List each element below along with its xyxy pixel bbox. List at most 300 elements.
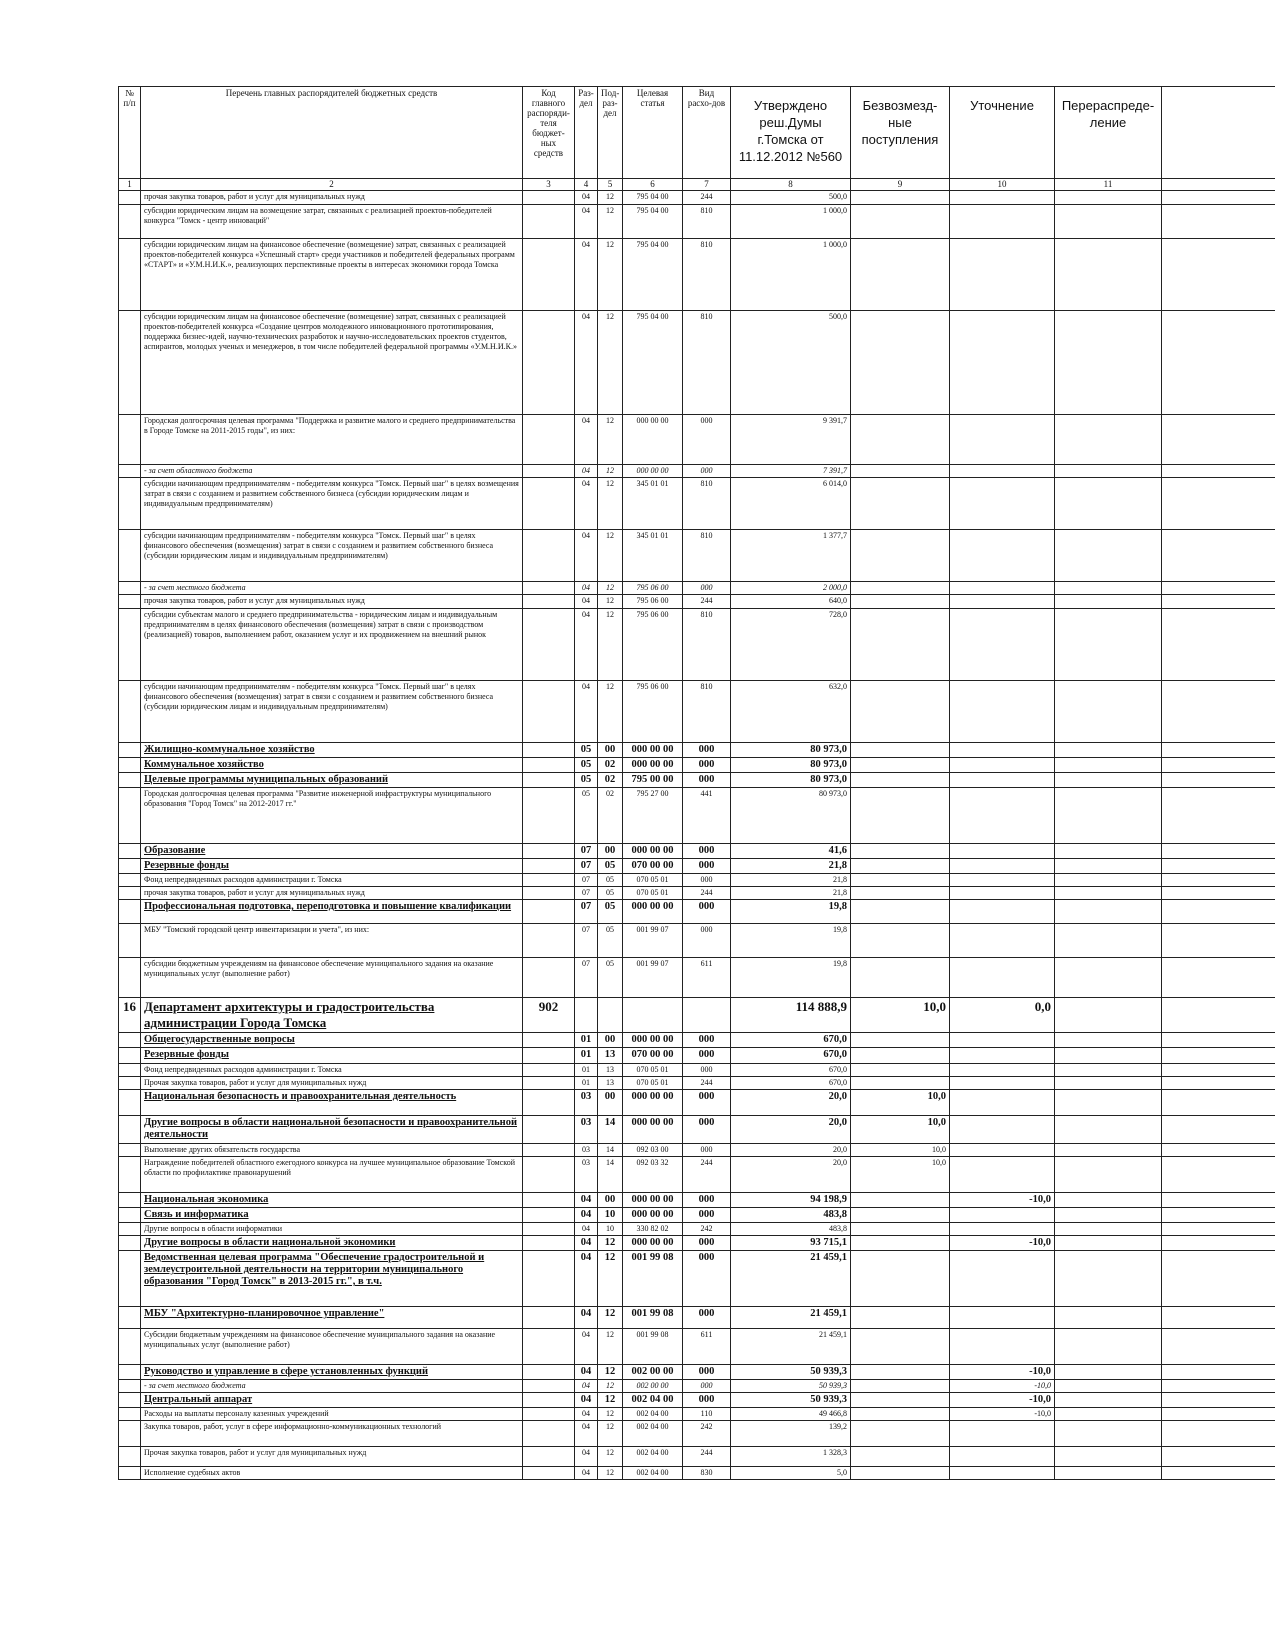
row-cs: 000 00 00 <box>623 1208 683 1223</box>
row-extra <box>1162 773 1275 788</box>
table-row <box>119 924 1275 958</box>
row-pereraspr <box>1055 205 1162 239</box>
row-extra <box>1162 595 1275 609</box>
row-number <box>119 1033 141 1048</box>
row-pereraspr <box>1055 530 1162 582</box>
row-pereraspr <box>1055 924 1162 958</box>
row-cs <box>623 998 683 1033</box>
row-bezv <box>851 1421 950 1447</box>
row-extra <box>1162 958 1275 998</box>
row-utoch <box>950 1223 1055 1236</box>
row-bezv <box>851 1208 950 1223</box>
row-number <box>119 924 141 958</box>
row-bezv <box>851 758 950 773</box>
row-pereraspr <box>1055 1447 1162 1467</box>
row-extra <box>1162 1116 1275 1144</box>
row-utoch <box>950 844 1055 859</box>
row-cs: 795 04 00 <box>623 311 683 415</box>
row-approved-sum: 483,8 <box>731 1223 851 1236</box>
row-cs: 001 99 07 <box>623 958 683 998</box>
row-extra <box>1162 1251 1275 1307</box>
col-number-extra <box>1162 179 1275 191</box>
row-podrazdel <box>598 998 623 1033</box>
row-podrazdel: 12 <box>598 595 623 609</box>
row-extra <box>1162 844 1275 859</box>
row-name: прочая закупка товаров, работ и услуг для муниципальных нужд <box>141 191 523 205</box>
row-razdel: 07 <box>575 844 598 859</box>
row-vr: 244 <box>683 1447 731 1467</box>
row-extra <box>1162 1393 1275 1408</box>
row-name: Субсидии бюджетным учреждениям на финансовое обеспечение муниципального задания на оказание муниципальных услуг (выполнение работ) <box>141 1329 523 1365</box>
table-row <box>119 1144 1275 1157</box>
row-bezv <box>851 681 950 743</box>
row-approved-sum: 94 198,9 <box>731 1193 851 1208</box>
table-row <box>119 1193 1275 1208</box>
row-razdel: 04 <box>575 191 598 205</box>
row-pereraspr <box>1055 595 1162 609</box>
row-pereraspr <box>1055 743 1162 758</box>
row-cs: 070 00 00 <box>623 859 683 874</box>
row-approved-sum: 80 973,0 <box>731 773 851 788</box>
row-razdel: 03 <box>575 1116 598 1144</box>
row-vr: 441 <box>683 788 731 844</box>
row-pereraspr <box>1055 465 1162 478</box>
header-bezv: Безвозмезд-ные поступления <box>851 87 950 179</box>
table-row <box>119 1064 1275 1077</box>
row-number <box>119 1380 141 1393</box>
row-name: Расходы на выплаты персоналу казенных учреждений <box>141 1408 523 1421</box>
col-number: 8 <box>731 179 851 191</box>
row-code <box>523 465 575 478</box>
row-approved-sum: 5,0 <box>731 1467 851 1480</box>
row-bezv <box>851 1251 950 1307</box>
row-pereraspr <box>1055 1064 1162 1077</box>
row-razdel: 04 <box>575 1251 598 1307</box>
row-number <box>119 1208 141 1223</box>
row-utoch: -10,0 <box>950 1193 1055 1208</box>
row-extra <box>1162 1447 1275 1467</box>
row-cs: 330 82 02 <box>623 1223 683 1236</box>
row-code <box>523 958 575 998</box>
row-approved-sum: 670,0 <box>731 1064 851 1077</box>
row-pereraspr <box>1055 859 1162 874</box>
row-razdel: 01 <box>575 1048 598 1064</box>
row-name: Профессиональная подготовка, переподготовка и повышение квалификации <box>141 900 523 924</box>
row-bezv <box>851 311 950 415</box>
row-code <box>523 1116 575 1144</box>
row-extra <box>1162 582 1275 595</box>
row-bezv <box>851 1365 950 1380</box>
row-name: - за счет местного бюджета <box>141 582 523 595</box>
row-podrazdel: 12 <box>598 415 623 465</box>
row-podrazdel: 13 <box>598 1064 623 1077</box>
row-pereraspr <box>1055 1208 1162 1223</box>
row-approved-sum: 9 391,7 <box>731 415 851 465</box>
row-utoch <box>950 1157 1055 1193</box>
row-code <box>523 1393 575 1408</box>
col-number: 2 <box>141 179 523 191</box>
row-razdel: 05 <box>575 773 598 788</box>
row-number <box>119 1393 141 1408</box>
row-vr: 000 <box>683 874 731 887</box>
row-razdel: 07 <box>575 900 598 924</box>
row-number <box>119 887 141 900</box>
row-pereraspr <box>1055 478 1162 530</box>
row-extra <box>1162 1236 1275 1251</box>
row-pereraspr <box>1055 900 1162 924</box>
row-code <box>523 1408 575 1421</box>
row-cs: 001 99 08 <box>623 1329 683 1365</box>
row-code <box>523 1090 575 1116</box>
row-vr: 000 <box>683 1380 731 1393</box>
row-name: Прочая закупка товаров, работ и услуг для муниципальных нужд <box>141 1077 523 1090</box>
row-name: субсидии начинающим предпринимателям - победителям конкурса "Томск. Первый шаг" в целях финансового обеспечения (возмещения) затрат в связи с созданием и развитием собственного бизнеса (субсидии юридическим лицам и индивидуальным предпринимателям) <box>141 681 523 743</box>
row-bezv <box>851 609 950 681</box>
row-vr: 000 <box>683 1365 731 1380</box>
row-utoch <box>950 1251 1055 1307</box>
row-podrazdel: 12 <box>598 582 623 595</box>
row-approved-sum: 50 939,3 <box>731 1393 851 1408</box>
row-utoch <box>950 788 1055 844</box>
row-code <box>523 887 575 900</box>
row-vr: 244 <box>683 595 731 609</box>
table-row <box>119 1090 1275 1116</box>
row-bezv: 10,0 <box>851 1116 950 1144</box>
row-pereraspr <box>1055 1408 1162 1421</box>
row-number <box>119 788 141 844</box>
row-bezv <box>851 415 950 465</box>
row-name: Закупка товаров, работ, услуг в сфере информационно-коммуникационных технологий <box>141 1421 523 1447</box>
row-extra <box>1162 859 1275 874</box>
row-extra <box>1162 1208 1275 1223</box>
col-number: 4 <box>575 179 598 191</box>
row-name: Центральный аппарат <box>141 1393 523 1408</box>
row-bezv <box>851 859 950 874</box>
row-extra <box>1162 530 1275 582</box>
row-extra <box>1162 1421 1275 1447</box>
row-bezv <box>851 465 950 478</box>
row-number <box>119 900 141 924</box>
row-vr: 000 <box>683 1251 731 1307</box>
row-razdel: 04 <box>575 478 598 530</box>
table-row <box>119 205 1275 239</box>
row-utoch <box>950 1467 1055 1480</box>
row-extra <box>1162 998 1275 1033</box>
row-razdel: 04 <box>575 1365 598 1380</box>
row-utoch: -10,0 <box>950 1380 1055 1393</box>
row-cs: 070 00 00 <box>623 1048 683 1064</box>
header-n: № п/п <box>119 87 141 179</box>
row-vr: 244 <box>683 1157 731 1193</box>
row-name: Целевые программы муниципальных образований <box>141 773 523 788</box>
row-utoch <box>950 478 1055 530</box>
row-code <box>523 595 575 609</box>
row-vr: 000 <box>683 743 731 758</box>
row-utoch <box>950 887 1055 900</box>
row-code <box>523 859 575 874</box>
row-extra <box>1162 205 1275 239</box>
row-pereraspr <box>1055 1467 1162 1480</box>
row-number <box>119 582 141 595</box>
row-utoch <box>950 609 1055 681</box>
table-row <box>119 874 1275 887</box>
table-row <box>119 1033 1275 1048</box>
row-vr: 000 <box>683 773 731 788</box>
row-approved-sum: 670,0 <box>731 1077 851 1090</box>
row-code <box>523 924 575 958</box>
row-name: Национальная безопасность и правоохранительная деятельность <box>141 1090 523 1116</box>
row-code <box>523 1208 575 1223</box>
row-vr: 810 <box>683 681 731 743</box>
row-utoch <box>950 1090 1055 1116</box>
row-extra <box>1162 900 1275 924</box>
row-razdel: 05 <box>575 758 598 773</box>
row-cs: 001 99 08 <box>623 1307 683 1329</box>
row-razdel: 07 <box>575 874 598 887</box>
row-utoch <box>950 1329 1055 1365</box>
row-pereraspr <box>1055 1144 1162 1157</box>
row-vr: 110 <box>683 1408 731 1421</box>
row-name: Прочая закупка товаров, работ и услуг для муниципальных нужд <box>141 1447 523 1467</box>
row-pereraspr <box>1055 1421 1162 1447</box>
row-name: Награждение победителей областного ежегодного конкурса на лучшее муниципальное образование Томской области по профилактике правонарушений <box>141 1157 523 1193</box>
row-cs: 002 04 00 <box>623 1447 683 1467</box>
row-podrazdel: 00 <box>598 1090 623 1116</box>
row-number: 16 <box>119 998 141 1033</box>
row-extra <box>1162 1064 1275 1077</box>
row-number <box>119 859 141 874</box>
row-bezv <box>851 924 950 958</box>
row-code <box>523 874 575 887</box>
row-approved-sum: 21 459,1 <box>731 1307 851 1329</box>
row-code <box>523 1447 575 1467</box>
row-vr: 244 <box>683 887 731 900</box>
row-number <box>119 958 141 998</box>
row-approved-sum: 50 939,3 <box>731 1380 851 1393</box>
row-number <box>119 530 141 582</box>
row-cs: 000 00 00 <box>623 1033 683 1048</box>
row-cs: 795 00 00 <box>623 773 683 788</box>
table-row <box>119 788 1275 844</box>
row-code <box>523 1380 575 1393</box>
header-podrazdel: Под-раз-дел <box>598 87 623 179</box>
row-podrazdel: 12 <box>598 530 623 582</box>
row-utoch <box>950 900 1055 924</box>
row-bezv <box>851 582 950 595</box>
table-row <box>119 1447 1275 1467</box>
row-approved-sum: 80 973,0 <box>731 743 851 758</box>
row-number <box>119 595 141 609</box>
row-extra <box>1162 465 1275 478</box>
row-name: прочая закупка товаров, работ и услуг для муниципальных нужд <box>141 595 523 609</box>
row-cs: 345 01 01 <box>623 530 683 582</box>
row-utoch <box>950 1048 1055 1064</box>
row-approved-sum: 1 000,0 <box>731 239 851 311</box>
table-row <box>119 743 1275 758</box>
row-vr: 000 <box>683 1033 731 1048</box>
row-approved-sum: 21,8 <box>731 874 851 887</box>
row-podrazdel: 12 <box>598 1251 623 1307</box>
row-code <box>523 1467 575 1480</box>
row-pereraspr <box>1055 1157 1162 1193</box>
row-razdel <box>575 998 598 1033</box>
row-utoch <box>950 415 1055 465</box>
row-cs: 002 04 00 <box>623 1393 683 1408</box>
row-bezv <box>851 239 950 311</box>
row-pereraspr <box>1055 1393 1162 1408</box>
row-extra <box>1162 1329 1275 1365</box>
row-podrazdel: 05 <box>598 859 623 874</box>
row-bezv <box>851 595 950 609</box>
row-approved-sum: 6 014,0 <box>731 478 851 530</box>
row-vr: 242 <box>683 1223 731 1236</box>
row-pereraspr <box>1055 1033 1162 1048</box>
row-number <box>119 609 141 681</box>
row-code <box>523 1157 575 1193</box>
row-podrazdel: 12 <box>598 1307 623 1329</box>
row-pereraspr <box>1055 1329 1162 1365</box>
row-number <box>119 1223 141 1236</box>
row-cs: 795 27 00 <box>623 788 683 844</box>
row-bezv <box>851 1393 950 1408</box>
row-name: прочая закупка товаров, работ и услуг для муниципальных нужд <box>141 887 523 900</box>
row-bezv <box>851 1193 950 1208</box>
row-utoch <box>950 1208 1055 1223</box>
row-name: Коммунальное хозяйство <box>141 758 523 773</box>
row-utoch <box>950 773 1055 788</box>
row-code <box>523 844 575 859</box>
row-bezv <box>851 191 950 205</box>
table-row <box>119 1408 1275 1421</box>
row-cs: 000 00 00 <box>623 758 683 773</box>
row-razdel: 04 <box>575 465 598 478</box>
row-bezv: 10,0 <box>851 1157 950 1193</box>
row-bezv <box>851 844 950 859</box>
header-name: Перечень главных распорядителей бюджетных средств <box>141 87 523 179</box>
row-code <box>523 1421 575 1447</box>
row-pereraspr <box>1055 1193 1162 1208</box>
row-code <box>523 478 575 530</box>
row-razdel: 04 <box>575 239 598 311</box>
row-code <box>523 1144 575 1157</box>
row-razdel: 07 <box>575 887 598 900</box>
row-podrazdel: 12 <box>598 205 623 239</box>
row-bezv <box>851 1467 950 1480</box>
table-row <box>119 998 1275 1033</box>
row-number <box>119 1077 141 1090</box>
row-approved-sum: 50 939,3 <box>731 1365 851 1380</box>
row-podrazdel: 00 <box>598 1193 623 1208</box>
row-bezv <box>851 1048 950 1064</box>
row-extra <box>1162 1223 1275 1236</box>
row-utoch: -10,0 <box>950 1236 1055 1251</box>
row-approved-sum: 1 377,7 <box>731 530 851 582</box>
row-podrazdel: 14 <box>598 1116 623 1144</box>
table-row <box>119 1380 1275 1393</box>
row-extra <box>1162 1408 1275 1421</box>
row-pereraspr <box>1055 1090 1162 1116</box>
row-name: Другие вопросы в области информатики <box>141 1223 523 1236</box>
row-utoch <box>950 191 1055 205</box>
row-razdel: 04 <box>575 1236 598 1251</box>
budget-table-page <box>118 86 1275 1650</box>
row-utoch <box>950 1077 1055 1090</box>
row-cs: 000 00 00 <box>623 743 683 758</box>
row-name: субсидии юридическим лицам на финансовое обеспечение (возмещение) затрат, связанных с реализацией проектов-победителей конкурса «Успешный старт» среди участников и победителей федеральных программ «СТАРТ» и «У.М.Н.И.К.», реализующих перспективные проекты в интересах экономики города Томска <box>141 239 523 311</box>
row-bezv <box>851 1408 950 1421</box>
row-number <box>119 1090 141 1116</box>
row-approved-sum: 7 391,7 <box>731 465 851 478</box>
row-vr: 611 <box>683 958 731 998</box>
row-bezv <box>851 1223 950 1236</box>
row-podrazdel: 05 <box>598 924 623 958</box>
row-approved-sum: 20,0 <box>731 1116 851 1144</box>
row-number <box>119 773 141 788</box>
row-utoch <box>950 681 1055 743</box>
row-podrazdel: 12 <box>598 609 623 681</box>
row-name: Городская долгосрочная целевая программа "Поддержка и развитие малого и среднего предпринимательства в Городе Томске на 2011-2015 годы", из них: <box>141 415 523 465</box>
row-name: Жилищно-коммунальное хозяйство <box>141 743 523 758</box>
row-extra <box>1162 1307 1275 1329</box>
row-approved-sum: 500,0 <box>731 311 851 415</box>
row-extra <box>1162 311 1275 415</box>
row-number <box>119 874 141 887</box>
table-row <box>119 681 1275 743</box>
row-bezv <box>851 1380 950 1393</box>
row-cs: 000 00 00 <box>623 415 683 465</box>
table-row <box>119 1077 1275 1090</box>
row-razdel: 07 <box>575 924 598 958</box>
row-cs: 000 00 00 <box>623 1193 683 1208</box>
row-code <box>523 311 575 415</box>
row-cs: 002 04 00 <box>623 1467 683 1480</box>
row-vr: 000 <box>683 465 731 478</box>
row-name: - за счет областного бюджета <box>141 465 523 478</box>
row-pereraspr <box>1055 1048 1162 1064</box>
row-extra <box>1162 1144 1275 1157</box>
row-approved-sum: 21 459,1 <box>731 1251 851 1307</box>
row-podrazdel: 02 <box>598 788 623 844</box>
row-vr: 242 <box>683 1421 731 1447</box>
row-razdel: 04 <box>575 415 598 465</box>
row-code <box>523 1236 575 1251</box>
row-razdel: 04 <box>575 1393 598 1408</box>
row-razdel: 04 <box>575 1421 598 1447</box>
row-vr: 000 <box>683 844 731 859</box>
row-utoch <box>950 1307 1055 1329</box>
row-number <box>119 311 141 415</box>
row-number <box>119 681 141 743</box>
row-bezv: 10,0 <box>851 998 950 1033</box>
column-numbers-row <box>119 179 1275 191</box>
row-vr: 000 <box>683 1393 731 1408</box>
row-utoch <box>950 1447 1055 1467</box>
row-pereraspr <box>1055 609 1162 681</box>
row-bezv: 10,0 <box>851 1144 950 1157</box>
row-cs: 092 03 00 <box>623 1144 683 1157</box>
table-row <box>119 465 1275 478</box>
row-podrazdel: 12 <box>598 239 623 311</box>
row-razdel: 04 <box>575 530 598 582</box>
row-razdel: 04 <box>575 1329 598 1365</box>
row-approved-sum: 80 973,0 <box>731 788 851 844</box>
row-name: субсидии начинающим предпринимателям - победителям конкурса "Томск. Первый шаг" в целях финансового обеспечения (возмещения) затрат в связи с созданием и развитием собственного бизнеса (субсидии юридическим лицам и индивидуальным предпринимателям) <box>141 530 523 582</box>
row-code <box>523 1064 575 1077</box>
row-razdel: 04 <box>575 311 598 415</box>
row-code <box>523 609 575 681</box>
row-pereraspr <box>1055 788 1162 844</box>
row-approved-sum: 640,0 <box>731 595 851 609</box>
